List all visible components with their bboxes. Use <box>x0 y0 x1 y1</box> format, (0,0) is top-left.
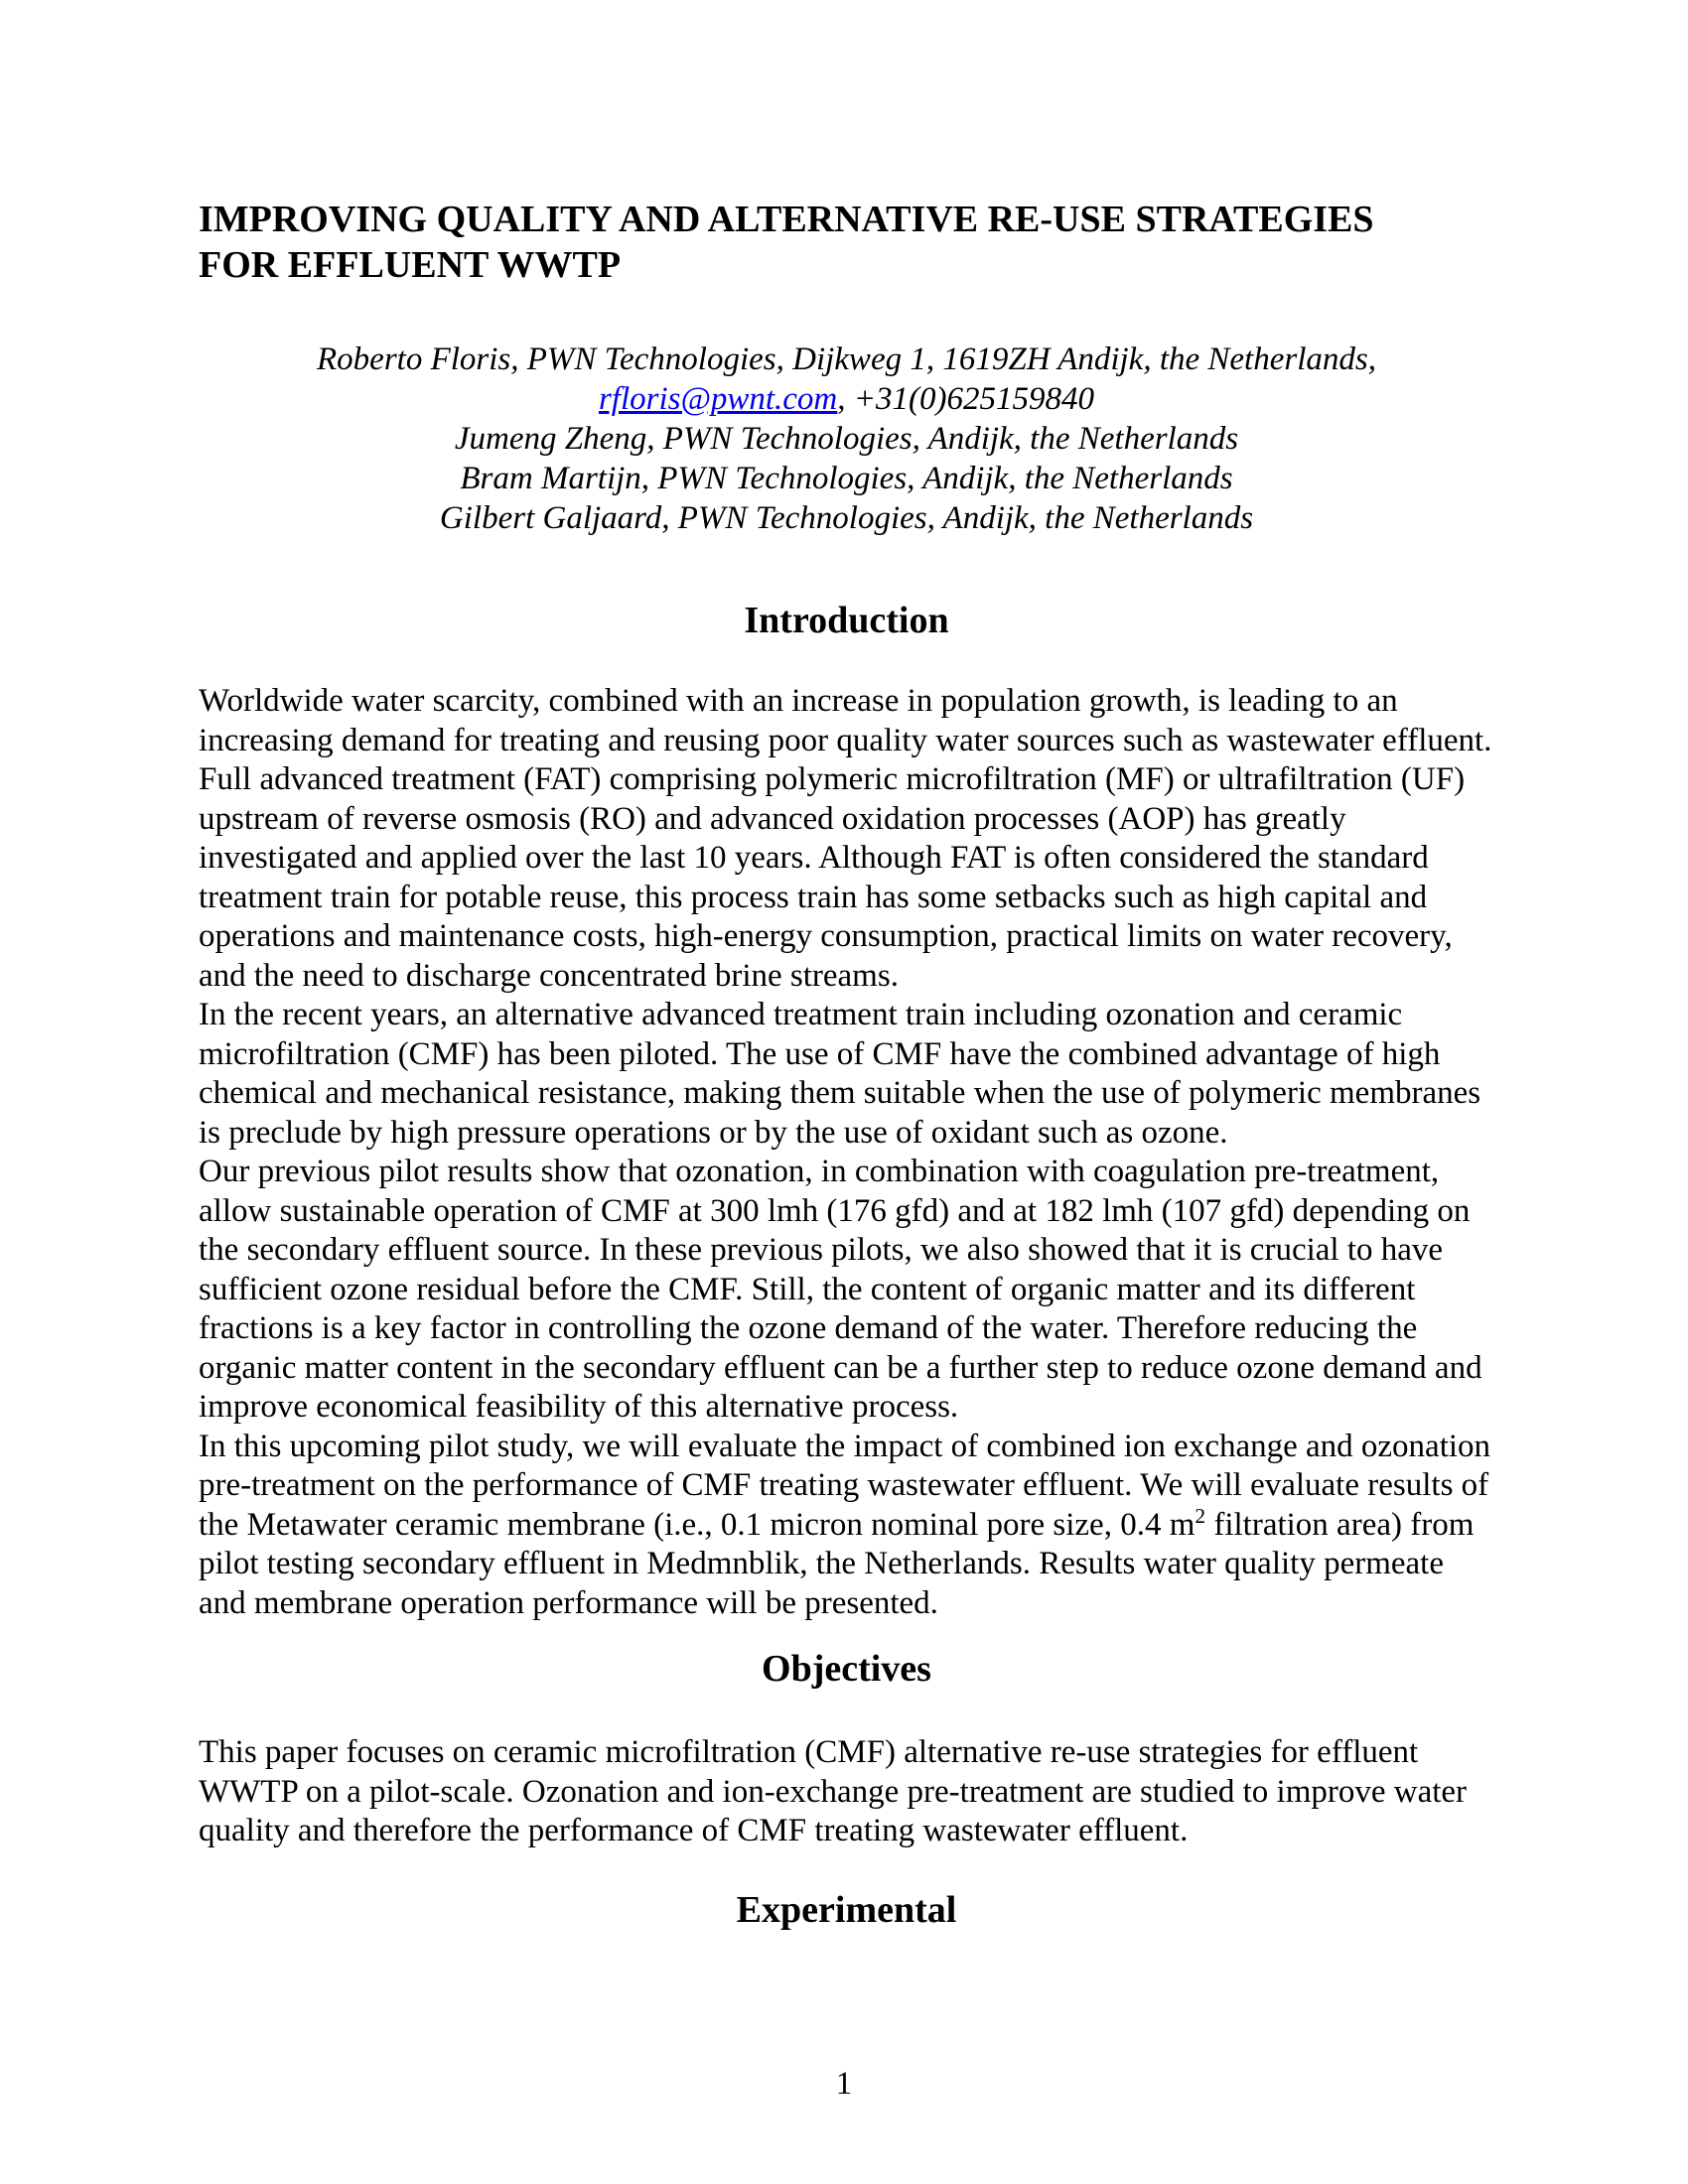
author-line-gilbert-galjaard: Gilbert Galjaard, PWN Technologies, Andijk, the Netherlands <box>439 500 1254 536</box>
author-line-jumeng-zheng: Jumeng Zheng, PWN Technologies, Andijk, the Netherlands <box>454 421 1239 457</box>
objectives-paragraph: This paper focuses on ceramic microfiltration (CMF) alternative re-use strategies for effluent WWTP on a pilot-scale. Ozonation and ion-exchange pre-treatment are studied to improve water quality and therefore the performance of CMF treating wastewater effluent. <box>199 1734 1468 1848</box>
page-content <box>199 0 1494 1933</box>
intro-paragraph-4-text: In this upcoming pilot study, we will evaluate the impact of combined ion exchange and ozonation pre-treatment on the performance of CMF treating wastewater effluent. We will evaluate results of the Metawater ceramic membrane (i.e., 0.1 micron nominal pore size, 0.4 m <box>199 1428 1491 1543</box>
author-block <box>199 340 1494 538</box>
objectives-body <box>199 1733 1494 1851</box>
email-link[interactable]: rfloris@pwnt.com <box>598 381 838 417</box>
author-line-roberto-floris: Roberto Floris, PWN Technologies, Dijkweg 1, 1619ZH Andijk, the Netherlands, <box>317 341 1376 377</box>
intro-paragraph-3: Our previous pilot results show that ozonation, in combination with coagulation pre-treatment, allow sustainable operation of CMF at 300 lmh (176 gfd) and at 182 lmh (107 gfd) depending on the secondary effluent source. In these previous pilots, we also showed that it is crucial to have sufficient ozone residual before the CMF. Still, the content of organic matter and its different fractions is a key factor in controlling the ozone demand of the water. Therefore reducing the organic matter content in the secondary effluent can be a further step to reduce ozone demand and improve economical feasibility of this alternative process. <box>199 1154 1482 1425</box>
experimental-heading: Experimental <box>736 1888 957 1931</box>
objectives-heading: Objectives <box>762 1648 931 1690</box>
intro-paragraph-2: In the recent years, an alternative advanced treatment train including ozonation and ceramic microfiltration (CMF) has been piloted. The use of CMF have the combined advantage of high chemical and mechanical resistance, making them suitable when the use of polymeric membranes is preclude by high pressure operations or by the use of oxidant such as ozone. <box>199 997 1481 1151</box>
superscript-2: 2 <box>1195 1503 1206 1528</box>
author-contact-line <box>199 379 1494 419</box>
intro-paragraph-1: Worldwide water scarcity, combined with an increase in population growth, is leading to an increasing demand for treating and reusing poor quality water sources such as wastewater effluent. Full advanced treatment (FAT) comprising polymeric microfiltration (MF) or ultrafiltration (UF) upstream of reverse osmosis (RO) and advanced oxidation processes (AOP) has greatly investigated and applied over the last 10 years. Although FAT is often considered the standard treatment train for potable reuse, this process train has some setbacks such as high capital and operations and maintenance costs, high-energy consumption, practical limits on water recovery, and the need to discharge concentrated brine streams. <box>199 683 1492 994</box>
paper-title-line-2: FOR EFFLUENT WWTP <box>199 244 622 286</box>
phone-number: , +31(0)625159840 <box>837 381 1095 417</box>
paper-title-line-1: IMPROVING QUALITY AND ALTERNATIVE RE-USE STRATEGIES <box>199 199 1374 240</box>
intro-paragraph-4 <box>199 1428 1494 1624</box>
paper-title <box>199 197 1494 288</box>
introduction-heading: Introduction <box>744 600 949 641</box>
introduction-body <box>199 682 1494 1623</box>
intro-paragraph-4-continued: filtration area) from pilot testing secondary effluent in Medmnblik, the Netherlands. Results water quality permeate and membrane operation performance will be presented. <box>199 1506 1475 1621</box>
author-line-bram-martijn: Bram Martijn, PWN Technologies, Andijk, the Netherlands <box>460 461 1233 496</box>
page-number: 1 <box>835 2066 853 2102</box>
